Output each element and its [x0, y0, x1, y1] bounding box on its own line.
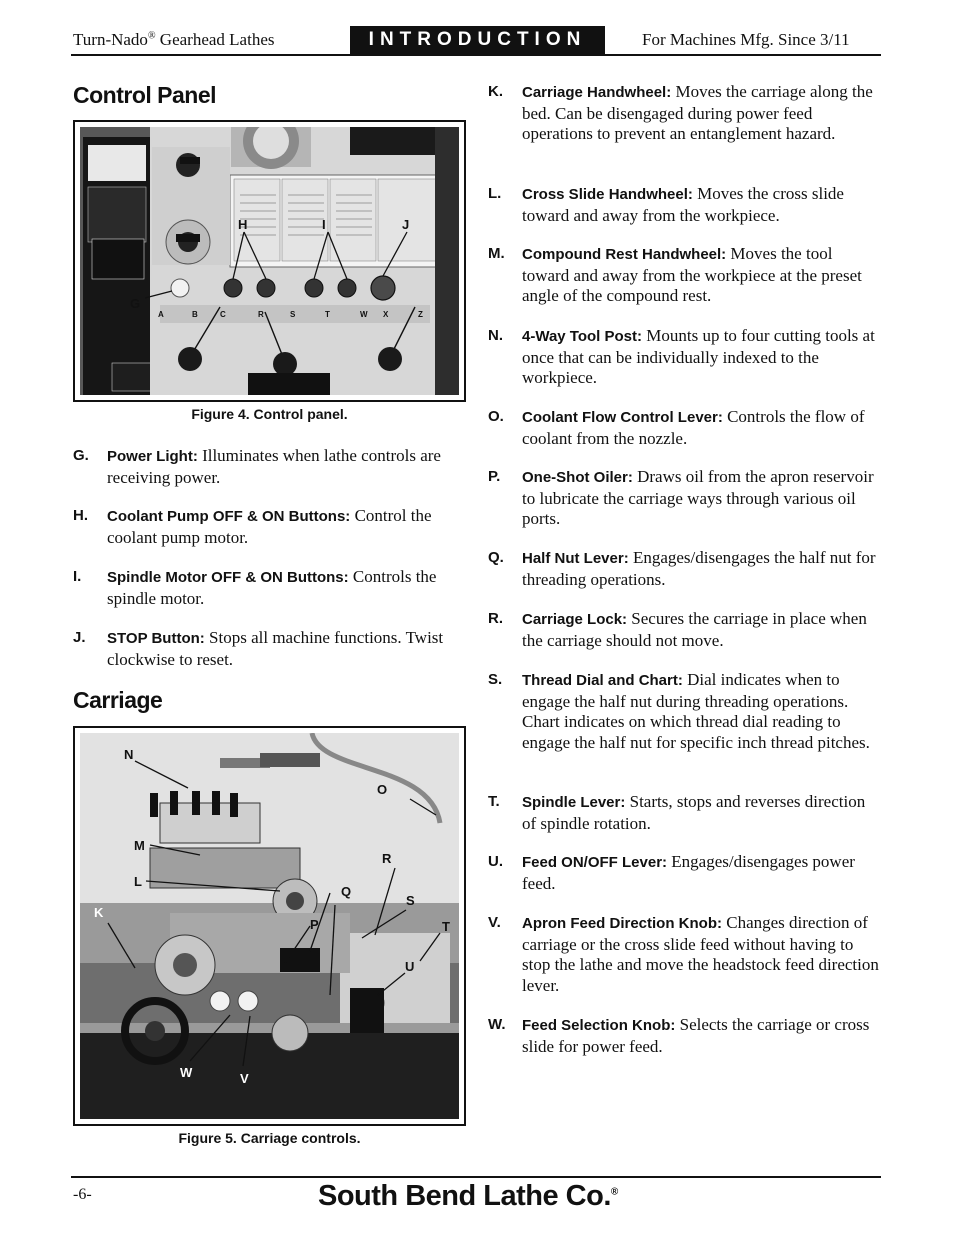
list-item: G. Power Light: Illuminates when lathe controls are receiving power.	[73, 446, 441, 487]
selector-letter: X	[383, 310, 389, 319]
callout-o: O	[377, 782, 388, 797]
selector-letter: S	[290, 310, 296, 319]
header-rule	[71, 54, 881, 56]
callout-g: G	[130, 296, 141, 311]
callout-m: M	[134, 838, 145, 853]
brand-logo: South Bend Lathe Co.®	[318, 1180, 618, 1212]
selector-letter: T	[325, 310, 330, 319]
list-item: T. Spindle Lever: Starts, stops and reverses direction of spindle rotation.	[488, 792, 866, 833]
figure-4-caption: Figure 4. Control panel.	[191, 406, 348, 422]
list-item: I. Spindle Motor OFF & ON Buttons: Controls the spindle motor.	[73, 567, 437, 608]
figure-5-caption: Figure 5. Carriage controls.	[178, 1130, 361, 1146]
list-item: Q. Half Nut Lever: Engages/disengages the half nut for threading operations.	[488, 548, 876, 589]
list-item: H. Coolant Pump OFF & ON Buttons: Control the coolant pump motor.	[73, 506, 432, 547]
list-item: J. STOP Button: Stops all machine functions. Twist clockwise to reset.	[73, 628, 444, 669]
callout-u: U	[405, 959, 415, 974]
list-item: N. 4-Way Tool Post: Mounts up to four cutting tools at once that can be individually indexed to the workpiece.	[488, 326, 875, 387]
header-product-title: Turn-Nado® Gearhead Lathes	[73, 30, 275, 49]
callout-h: H	[238, 217, 248, 232]
selector-letter: A	[158, 310, 164, 319]
callout-k: K	[94, 905, 104, 920]
callout-v: V	[240, 1071, 249, 1086]
callout-w: W	[180, 1065, 193, 1080]
header-machine-date: For Machines Mfg. Since 3/11	[642, 30, 850, 49]
list-item: M. Compound Rest Handwheel: Moves the tool toward and away from the workpiece at the preset angle of the compound rest.	[488, 244, 862, 305]
callout-i: I	[322, 217, 326, 232]
callout-n: N	[124, 747, 134, 762]
footer-rule	[71, 1176, 881, 1178]
list-item: V. Apron Feed Direction Knob: Changes direction of carriage or the cross slide feed without having to stop the lathe and move the headstock feed direction lever.	[488, 913, 879, 995]
control-panel-photo	[80, 127, 459, 395]
selector-letter: R	[258, 310, 264, 319]
figure-carriage	[73, 726, 466, 1126]
list-item: O. Coolant Flow Control Lever: Controls the flow of coolant from the nozzle.	[488, 407, 865, 448]
list-item: S. Thread Dial and Chart: Dial indicates when to engage the half nut during threading operations. Chart indicates on which thread dial reading to engage the half nut for specific inch thread pitches.	[488, 670, 870, 752]
selector-letter: B	[192, 310, 198, 319]
list-item: L. Cross Slide Handwheel: Moves the cross slide toward and away from the workpiece.	[488, 184, 844, 225]
selector-letter: C	[220, 310, 226, 319]
header-section-tab: INTRODUCTION	[350, 26, 605, 54]
callout-s: S	[406, 893, 415, 908]
callout-p: P	[310, 917, 319, 932]
list-item: K. Carriage Handwheel: Moves the carriage along the bed. Can be disengaged during power feed operations to prevent an entanglement hazard.	[488, 82, 873, 143]
control-panel-heading: Control Panel	[73, 82, 217, 108]
list-item: R. Carriage Lock: Secures the carriage in place when the carriage should not move.	[488, 609, 867, 650]
callout-r: R	[382, 851, 392, 866]
callout-l: L	[134, 874, 142, 889]
callout-t: T	[442, 919, 450, 934]
callout-q: Q	[341, 884, 352, 899]
figure-control-panel	[73, 120, 466, 402]
carriage-heading: Carriage	[73, 687, 163, 713]
list-item: W. Feed Selection Knob: Selects the carriage or cross slide for power feed.	[488, 1015, 870, 1056]
list-item: U. Feed ON/OFF Lever: Engages/disengages power feed.	[488, 852, 855, 893]
selector-letter: Z	[418, 310, 423, 319]
selector-letter: W	[360, 310, 368, 319]
page-number: -6-	[73, 1186, 92, 1203]
callout-j: J	[402, 217, 410, 232]
list-item: P. One-Shot Oiler: Draws oil from the apron reservoir to lubricate the carriage ways through various oil ports.	[488, 467, 874, 528]
carriage-photo	[80, 733, 459, 1119]
